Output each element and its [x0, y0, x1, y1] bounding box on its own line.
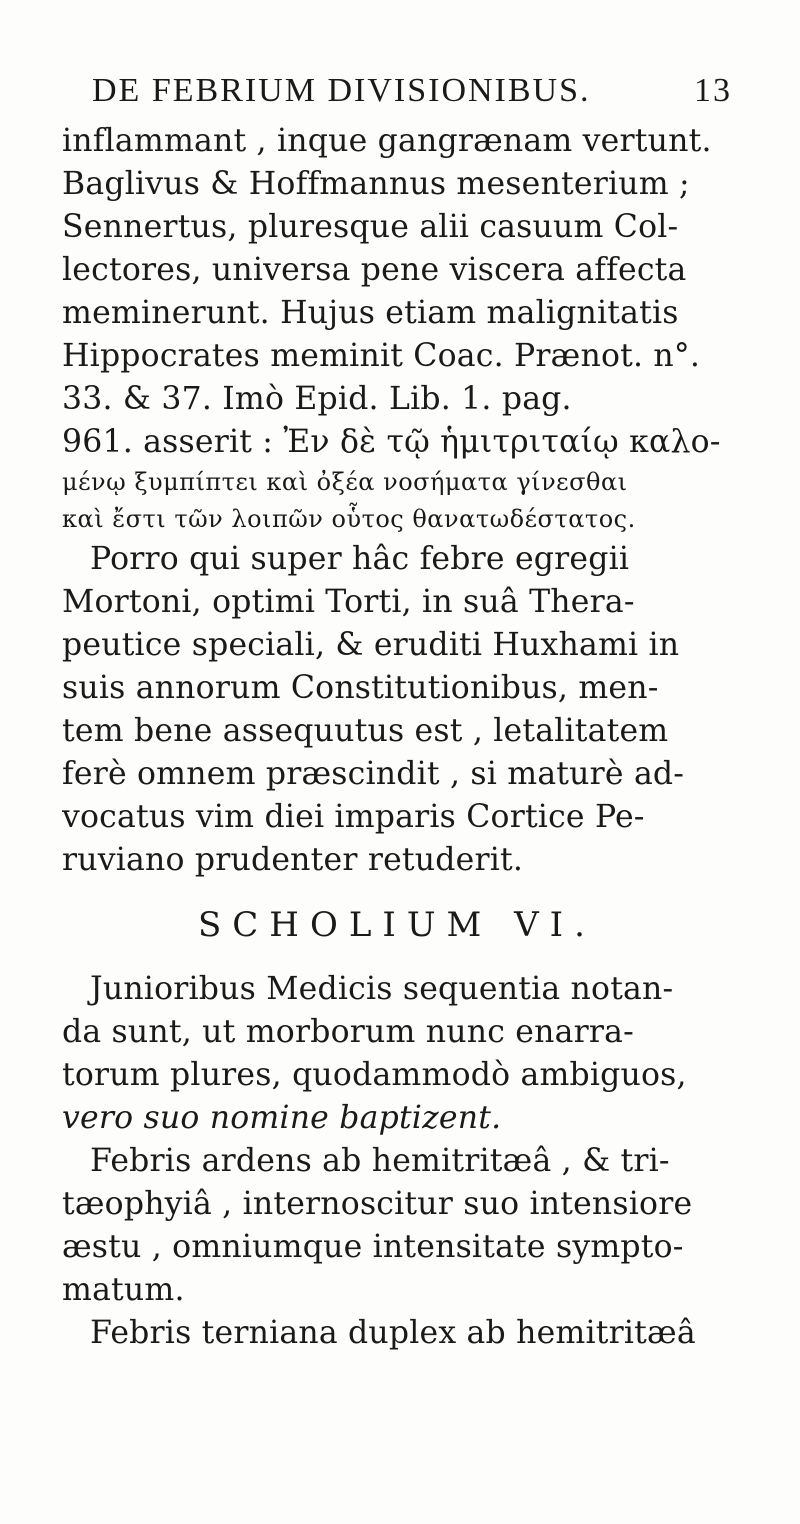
- text-line: vero suo nomine baptizent.: [62, 1100, 502, 1136]
- text-line: matum.: [62, 1272, 185, 1308]
- text-line: tæophyiâ , internoscitur suo intensiore: [62, 1186, 693, 1222]
- text-line: ruviano prudenter retuderit.: [62, 842, 524, 878]
- text-line: Febris ardens ab hemitritæâ , & tri-: [90, 1143, 670, 1179]
- text-line: peutice speciali, & eruditi Huxhami in: [62, 627, 680, 663]
- text-line: suis annorum Constitutionibus, men-: [62, 670, 659, 706]
- running-head: [92, 72, 732, 112]
- text-line: inflammant , inque gangrænam vertunt.: [62, 123, 712, 159]
- text-line: 33. & 37. Imò Epid. Lib. 1. pag.: [62, 381, 572, 417]
- greek-quote-line: μένῳ ξυμπίπτει καὶ ὀξέα νοσήματα γίνεσθαι: [62, 468, 628, 496]
- text-line: Mortoni, optimi Torti, in suâ Thera-: [62, 584, 635, 620]
- text-line: Junioribus Medicis sequentia notan-: [90, 971, 674, 1007]
- text-line: Baglivus & Hoffmannus mesenterium ;: [62, 166, 690, 202]
- text-line: lectores, universa pene viscera affecta: [62, 252, 687, 288]
- scholium-heading: SCHOLIUM VI.: [198, 905, 596, 945]
- running-head-title: DE FEBRIUM DIVISIONIBUS.: [92, 72, 591, 109]
- text-line: 961. asserit : Ἐν δὲ τῷ ἡμιτριταίῳ καλο-: [62, 424, 721, 460]
- page-number: 13: [694, 72, 732, 109]
- text-line: da sunt, ut morborum nunc enarra-: [62, 1014, 634, 1050]
- text-line: tem bene assequutus est , letalitatem: [62, 713, 669, 749]
- text-line: meminerunt. Hujus etiam malignitatis: [62, 295, 679, 331]
- text-line: æstu , omniumque intensitate sympto-: [62, 1229, 684, 1265]
- text-line: Febris terniana duplex ab hemitritæâ: [90, 1315, 696, 1351]
- main-text: [62, 120, 752, 1355]
- text-line: vocatus vim diei imparis Cortice Pe-: [62, 799, 645, 835]
- text-line: ferè omnem præscindit , si maturè ad-: [62, 756, 685, 792]
- text-line: Hippocrates meminit Coac. Prænot. n°.: [62, 338, 701, 374]
- text-line: torum plures, quodammodò ambiguos,: [62, 1057, 687, 1093]
- text-line: Sennertus, pluresque alii casuum Col-: [62, 209, 679, 245]
- text-line: Porro qui super hâc febre egregii: [90, 541, 630, 577]
- greek-quote-line: καὶ ἔστι τῶν λοιπῶν οὗτος θανατωδέστατος.: [62, 505, 636, 533]
